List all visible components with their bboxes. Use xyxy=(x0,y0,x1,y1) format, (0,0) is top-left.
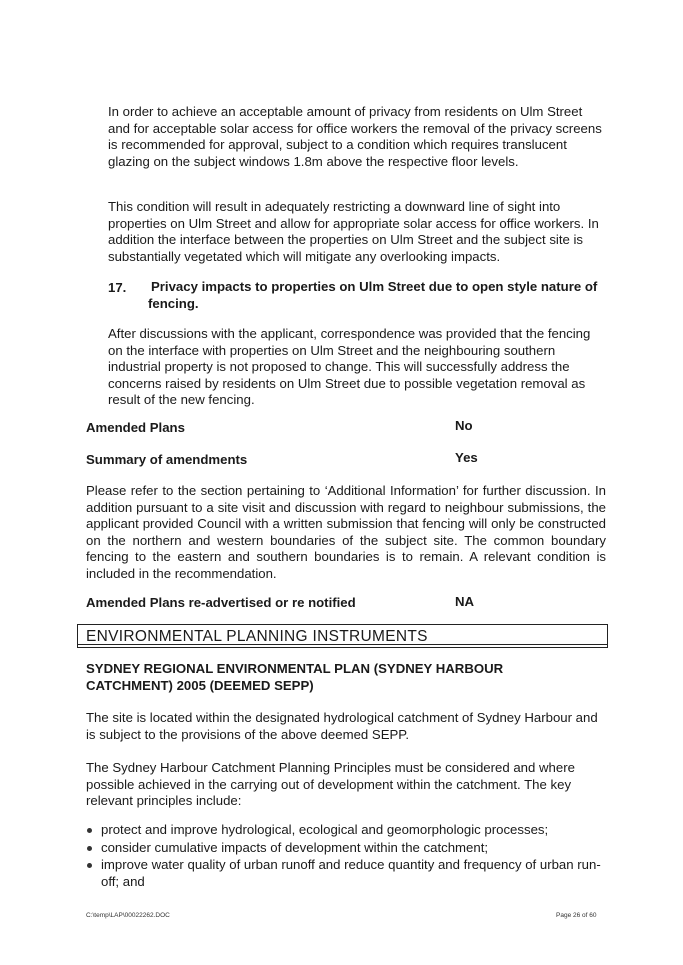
amended-plans-row xyxy=(86,420,606,435)
amended-plans-value: No xyxy=(455,418,473,433)
section-title: Privacy impacts to properties on Ulm Street due to open style nature of fencing. xyxy=(148,279,598,311)
amended-plans-label: Amended Plans xyxy=(86,420,185,435)
list-item: improve water quality of urban runoff and reduce quantity and frequency of urban run-off; and xyxy=(86,857,606,890)
bullet-icon xyxy=(87,828,92,833)
section-number: 17. xyxy=(108,280,127,295)
bullet-icon xyxy=(87,863,92,868)
readvertised-label: Amended Plans re-advertised or re notified xyxy=(86,595,356,610)
paragraph-privacy-screens: In order to achieve an acceptable amount of privacy from residents on Ulm Street and for acceptable solar access for office workers the removal of the privacy screens is recommended for approval, subject to a condition which requires translucent glazing on the subject windows 1.8m above the respective floor levels. xyxy=(108,104,602,169)
summary-amendments-value: Yes xyxy=(455,450,478,465)
list-item: consider cumulative impacts of development within the catchment; xyxy=(86,840,606,857)
readvertised-value: NA xyxy=(455,594,475,609)
sepp-heading: SYDNEY REGIONAL ENVIRONMENTAL PLAN (SYDNEY HARBOUR CATCHMENT) 2005 (DEEMED SEPP) xyxy=(86,661,504,693)
environmental-heading: ENVIRONMENTAL PLANNING INSTRUMENTS xyxy=(86,628,428,645)
bullet-icon xyxy=(87,846,92,851)
footer-page-number: Page 26 of 60 xyxy=(556,912,597,919)
paragraph-planning-principles: The Sydney Harbour Catchment Planning Principles must be considered and where possible achieved in the carrying out of development within the catchment. The key relevant principles include: xyxy=(86,760,575,809)
paragraph-additional-information: Please refer to the section pertaining to ‘Additional Information’ for further discussion. In addition pursuant to a site visit and discussion with regard to neighbour submissions, the applicant provided Council with a written submission that fencing will only be constructed on the northern and western boundaries of the subject site. The common boundary fencing to the eastern and southern boundaries is to remain. A relevant condition is included in the recommendation. xyxy=(86,483,606,581)
paragraph-site-catchment: The site is located within the designated hydrological catchment of Sydney Harbour and is subject to the provisions of the above deemed SEPP. xyxy=(86,710,598,742)
paragraph-condition-effect: This condition will result in adequately restricting a downward line of sight into properties on Ulm Street and allow for appropriate solar access for office workers. In addition the interface between the properties on Ulm Street and the subject site is substantially vegetated which will mitigate any overlooking impacts. xyxy=(108,199,599,264)
environmental-heading-box xyxy=(77,624,608,648)
summary-amendments-label: Summary of amendments xyxy=(86,452,248,467)
footer-file-path: C:\temp\LAP\00022262.DOC xyxy=(86,912,170,919)
list-item: protect and improve hydrological, ecological and geomorphologic processes; xyxy=(86,822,606,839)
summary-amendments-row xyxy=(86,452,606,467)
readvertised-row xyxy=(86,595,606,610)
principles-list xyxy=(86,822,606,891)
paragraph-fencing-discussion: After discussions with the applicant, correspondence was provided that the fencing on the interface with properties on Ulm Street and the neighbouring southern industrial property is not proposed to change. This will successfully address the concerns raised by residents on Ulm Street due to possible vegetation removal as result of the new fencing. xyxy=(108,326,591,408)
heading-underline xyxy=(78,644,607,645)
